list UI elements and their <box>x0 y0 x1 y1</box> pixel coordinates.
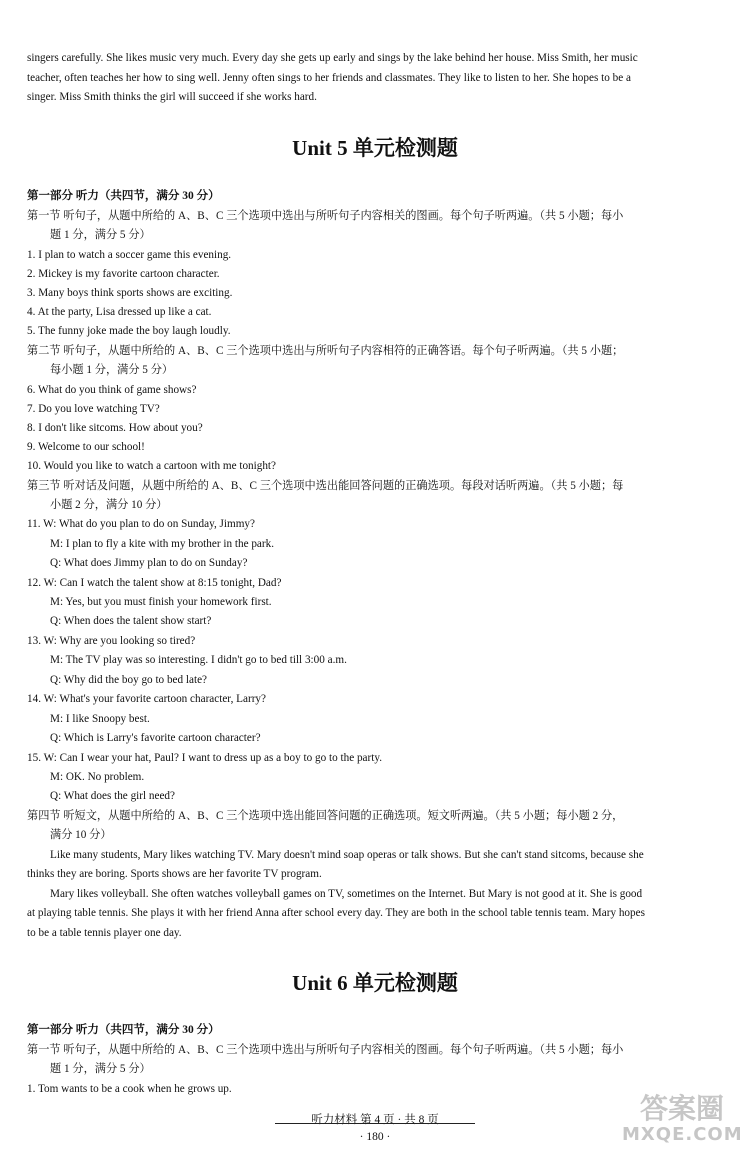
page-number: · 180 · <box>359 1131 391 1143</box>
unit5-section3-line: 第三节 听对话及问题，从题中所给的 A、B、C 三个选项中选出能回答问题的正确选项。每段对话听两遍。（共 5 小题；每 <box>27 480 624 492</box>
dialogue-line: Q: Why did the boy go to bed late? <box>50 674 208 686</box>
question-item: 10. Would you like to watch a cartoon with me tonight? <box>27 460 277 472</box>
dialogue-line: M: The TV play was so interesting. I didn't go to bed till 3:00 a.m. <box>50 654 347 666</box>
unit5-section2-line: 每小题 1 分，满分 5 分） <box>50 364 174 376</box>
question-item: 3. Many boys think sports shows are exciting. <box>27 287 233 299</box>
watermark-bottom-text: MXQE.COM <box>622 1124 743 1145</box>
unit5-section1-line: 题 1 分，满分 5 分） <box>50 229 151 241</box>
dialogue-line: Q: What does Jimmy plan to do on Sunday? <box>50 557 248 569</box>
intro-line: teacher, often teaches her how to sing well. Jenny often sings to her friends and classmates. They like to listen to her. She hopes to be a <box>27 72 631 84</box>
dialogue-line: M: OK. No problem. <box>50 771 145 783</box>
watermark-logo <box>622 1093 742 1151</box>
unit5-section1-line: 第一节 听句子，从题中所给的 A、B、C 三个选项中选出与所听句子内容相关的图画。每个句子听两遍。（共 5 小题；每小 <box>27 210 624 222</box>
passage-line: Mary likes volleyball. She often watches volleyball games on TV, sometimes on the Internet. But Mary is not good at it. She is good <box>50 888 643 900</box>
passage-line: at playing table tennis. She plays it with her friend Anna after school every day. They are both in the school table tennis team. Mary hopes <box>27 907 645 919</box>
unit5-section4-line: 第四节 听短文，从题中所给的 A、B、C 三个选项中选出能回答问题的正确选项。短文听两遍。（共 5 小题；每小题 2 分， <box>27 810 624 822</box>
dialogue-line: 11. W: What do you plan to do on Sunday, Jimmy? <box>27 518 255 530</box>
dialogue-line: Q: When does the talent show start? <box>50 615 212 627</box>
unit5-section4-line: 满分 10 分） <box>50 829 112 841</box>
watermark-top-text: 答案圈 <box>639 1092 724 1125</box>
unit6-section1-line: 题 1 分，满分 5 分） <box>50 1063 151 1075</box>
question-item: 9. Welcome to our school! <box>27 441 145 453</box>
unit5-title: Unit 5 单元检测题 <box>292 136 458 160</box>
question-item: 6. What do you think of game shows? <box>27 384 197 396</box>
passage-line: thinks they are boring. Sports shows are her favorite TV program. <box>27 868 322 880</box>
intro-line: singers carefully. She likes music very much. Every day she gets up early and sings by the lake behind her house. Miss Smith, her music <box>27 52 638 64</box>
dialogue-line: M: I like Snoopy best. <box>50 713 150 725</box>
unit6-part1-heading: 第一部分 听力（共四节，满分 30 分） <box>27 1024 220 1036</box>
dialogue-line: M: Yes, but you must finish your homework first. <box>50 596 272 608</box>
footer-label: 听力材料 第 4 页 · 共 8 页 <box>311 1114 439 1126</box>
question-item: 5. The funny joke made the boy laugh loudly. <box>27 325 231 337</box>
intro-line: singer. Miss Smith thinks the girl will succeed if she works hard. <box>27 91 317 103</box>
dialogue-line: 14. W: What's your favorite cartoon character, Larry? <box>27 693 266 705</box>
passage-line: Like many students, Mary likes watching TV. Mary doesn't mind soap operas or talk shows. But she can't stand sitcoms, because she <box>50 849 644 861</box>
unit5-part1-heading: 第一部分 听力（共四节，满分 30 分） <box>27 190 220 202</box>
unit6-section1-line: 第一节 听句子，从题中所给的 A、B、C 三个选项中选出与所听句子内容相关的图画。每个句子听两遍。（共 5 小题；每小 <box>27 1044 624 1056</box>
question-item: 8. I don't like sitcoms. How about you? <box>27 422 203 434</box>
passage-line: to be a table tennis player one day. <box>27 927 182 939</box>
unit5-section2-line: 第二节 听句子，从题中所给的 A、B、C 三个选项中选出与所听句子内容相符的正确答语。每个句子听两遍。（共 5 小题； <box>27 345 624 357</box>
unit5-section3-line: 小题 2 分，满分 10 分） <box>50 499 168 511</box>
dialogue-line: 13. W: Why are you looking so tired? <box>27 635 196 647</box>
question-item: 1. I plan to watch a soccer game this evening. <box>27 249 232 261</box>
dialogue-line: Q: What does the girl need? <box>50 790 175 802</box>
dialogue-line: 15. W: Can I wear your hat, Paul? I want to dress up as a boy to go to the party. <box>27 752 383 764</box>
question-item: 1. Tom wants to be a cook when he grows up. <box>27 1083 232 1095</box>
dialogue-line: Q: Which is Larry's favorite cartoon character? <box>50 732 261 744</box>
question-item: 4. At the party, Lisa dressed up like a cat. <box>27 306 212 318</box>
dialogue-line: 12. W: Can I watch the talent show at 8:15 tonight, Dad? <box>27 577 282 589</box>
dialogue-line: M: I plan to fly a kite with my brother in the park. <box>50 538 275 550</box>
question-item: 2. Mickey is my favorite cartoon character. <box>27 268 220 280</box>
question-item: 7. Do you love watching TV? <box>27 403 160 415</box>
unit6-title: Unit 6 单元检测题 <box>292 971 458 995</box>
